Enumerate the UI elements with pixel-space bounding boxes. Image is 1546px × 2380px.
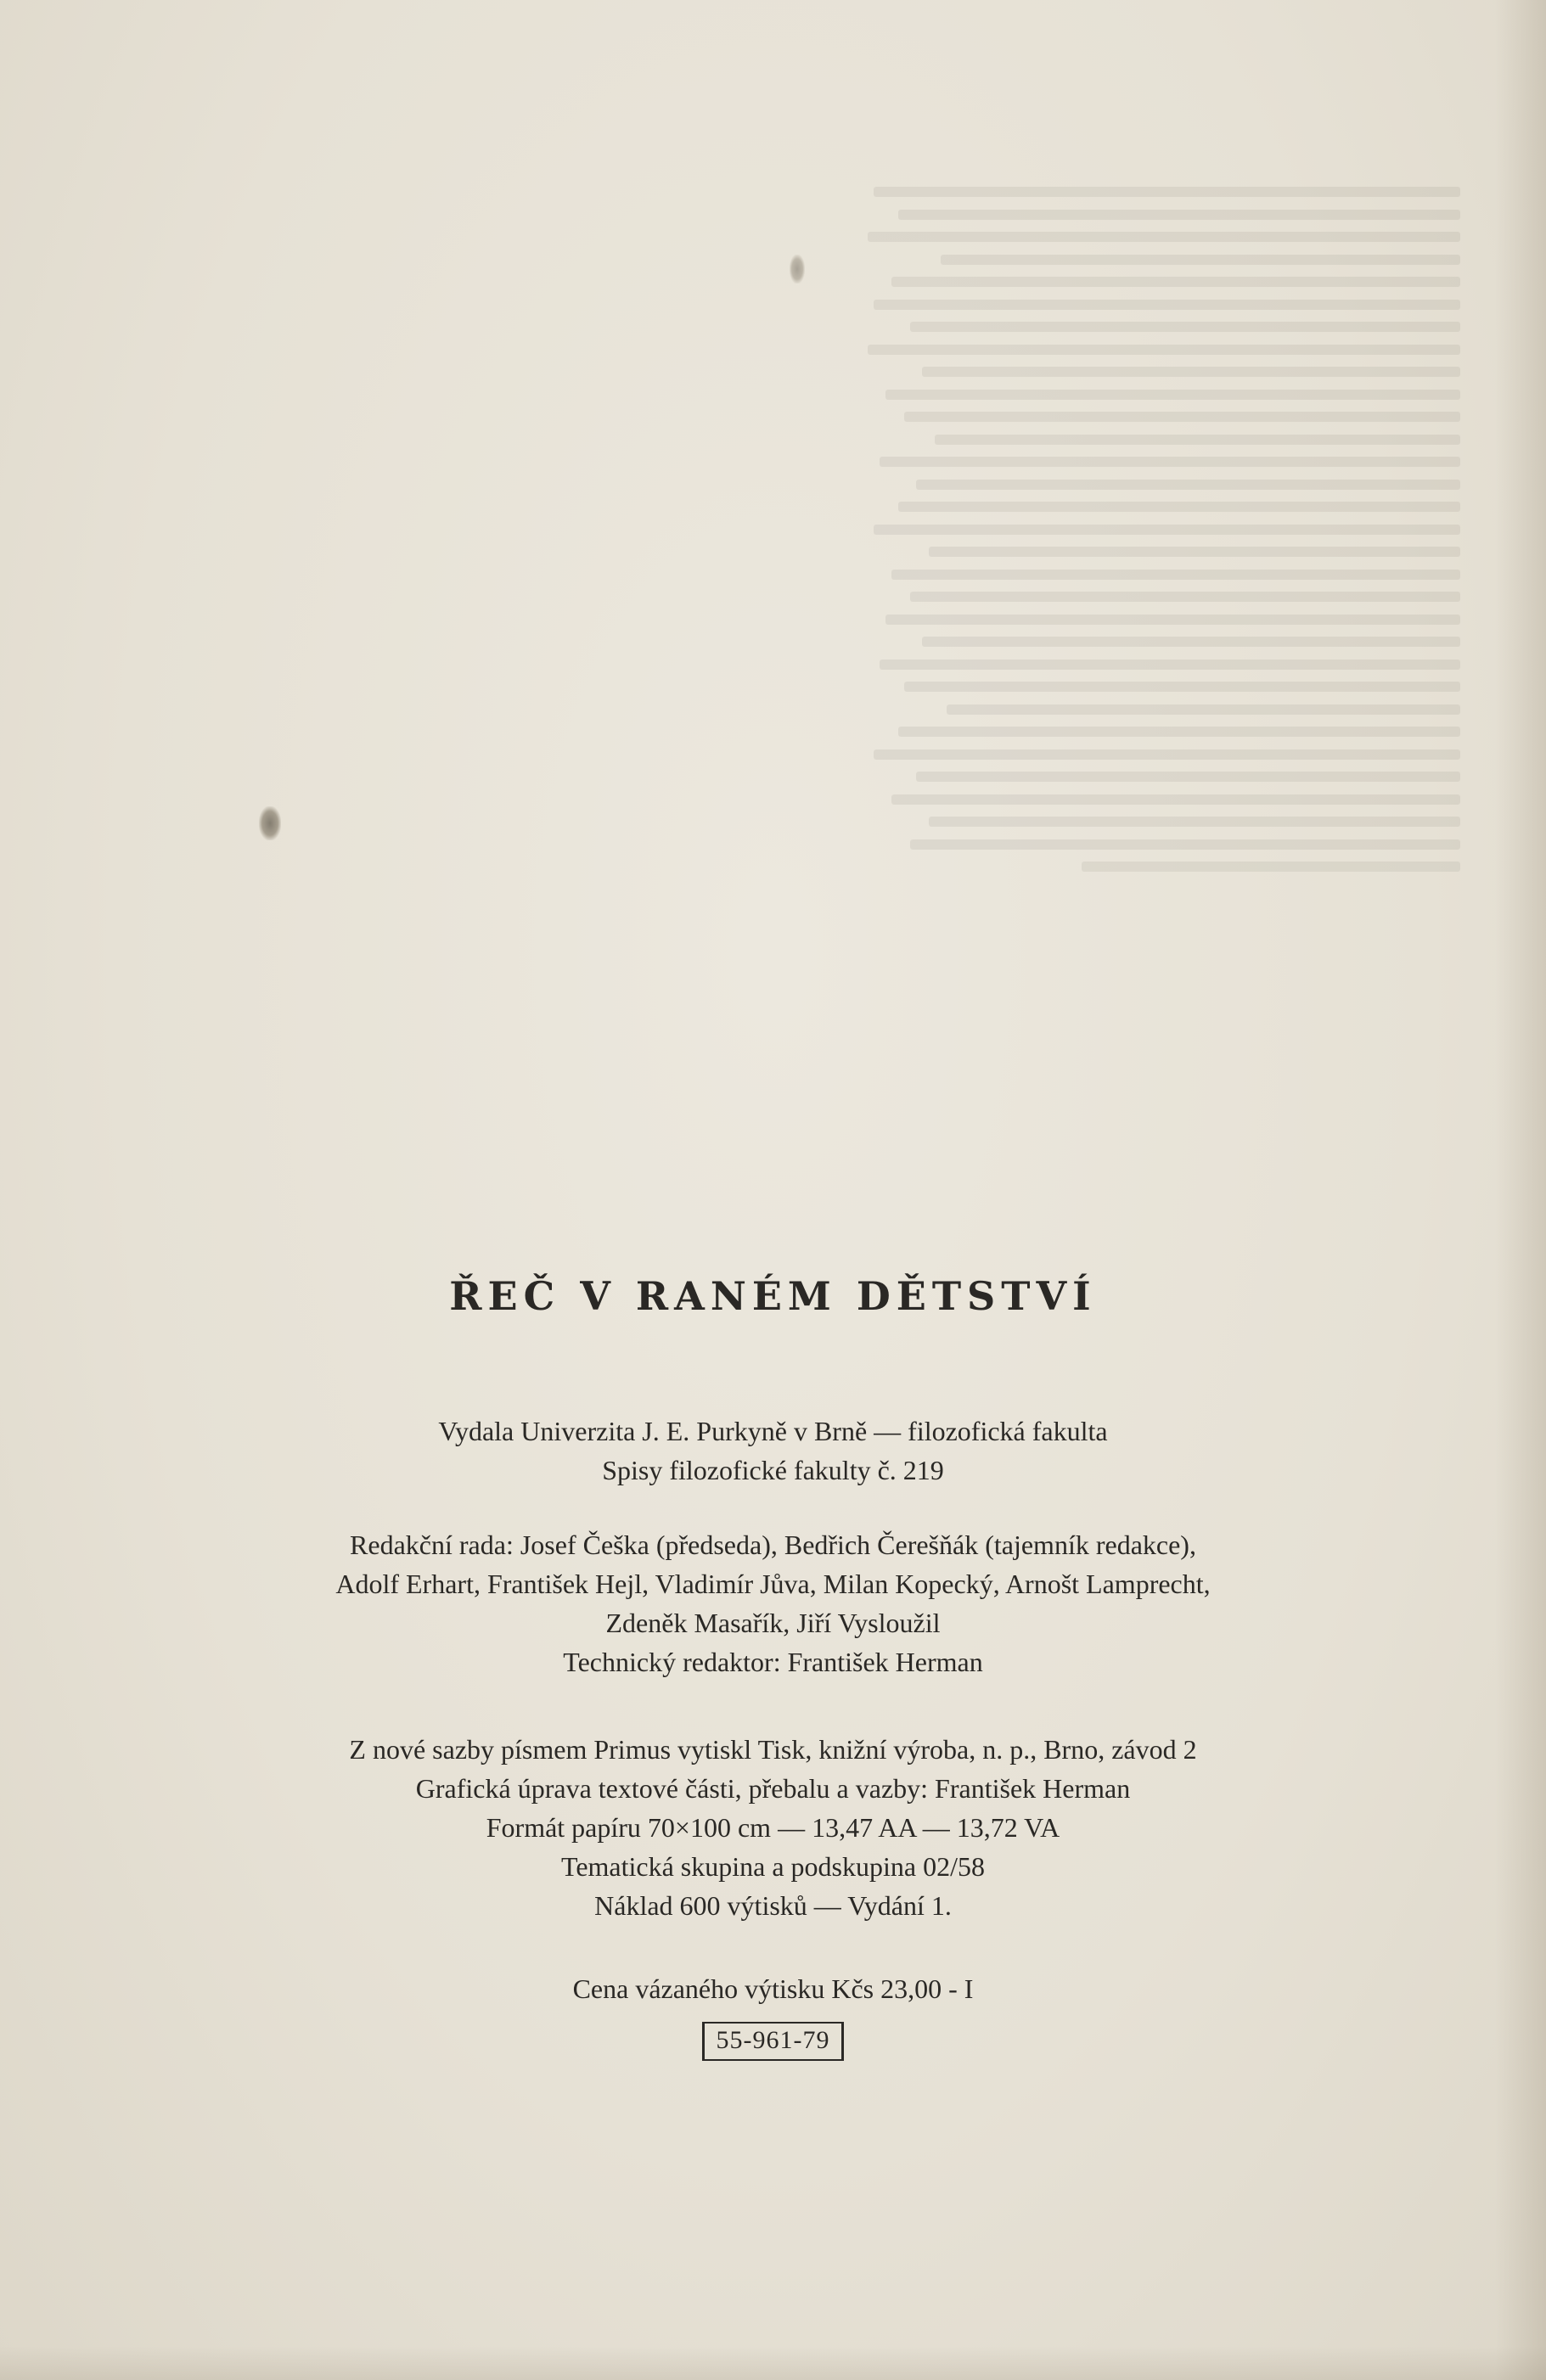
printing-line: Z nové sazby písmem Primus vytiskl Tisk, knižní výroba, n. p., Brno, závod 2: [349, 1734, 1197, 1765]
ink-speck: [790, 255, 805, 283]
technical-editor-line: Technický redaktor: František Herman: [563, 1647, 983, 1677]
identifier-container: [0, 2022, 1546, 2061]
board-line: Redakční rada: Josef Češka (předseda), Bedřich Čerešňák (tajemník redakce),: [350, 1530, 1196, 1560]
ink-speck: [259, 806, 281, 840]
publisher-block: [0, 1412, 1546, 1490]
board-line: Zdeněk Masařík, Jiří Vysloužil: [605, 1608, 941, 1638]
book-title: ŘEČ V RANÉM DĚTSTVÍ: [449, 1273, 1097, 1319]
show-through-text: [849, 187, 1460, 934]
design-line: Grafická úprava textové části, přebalu a vazby: František Herman: [415, 1773, 1131, 1804]
publisher-line: Vydala Univerzita J. E. Purkyně v Brně — filozofická fakulta: [438, 1416, 1108, 1446]
production-block: [0, 1730, 1546, 1925]
price-block: [0, 1969, 1546, 2008]
price-line: Cena vázaného výtisku Kčs 23,00 - I: [572, 1973, 974, 2004]
series-line: Spisy filozofické fakulty č. 219: [602, 1455, 944, 1485]
page-edge-shadow-bottom: [0, 2346, 1546, 2380]
format-line: Formát papíru 70×100 cm — 13,47 AA — 13,72 VA: [486, 1812, 1060, 1843]
subject-group-line: Tematická skupina a podskupina 02/58: [561, 1851, 985, 1882]
print-run-line: Náklad 600 výtisků — Vydání 1.: [594, 1890, 952, 1921]
editorial-board-block: [0, 1525, 1546, 1681]
publication-identifier: 55-961-79: [702, 2022, 845, 2061]
board-line: Adolf Erhart, František Hejl, Vladimír Jůva, Milan Kopecký, Arnošt Lamprecht,: [335, 1569, 1211, 1599]
